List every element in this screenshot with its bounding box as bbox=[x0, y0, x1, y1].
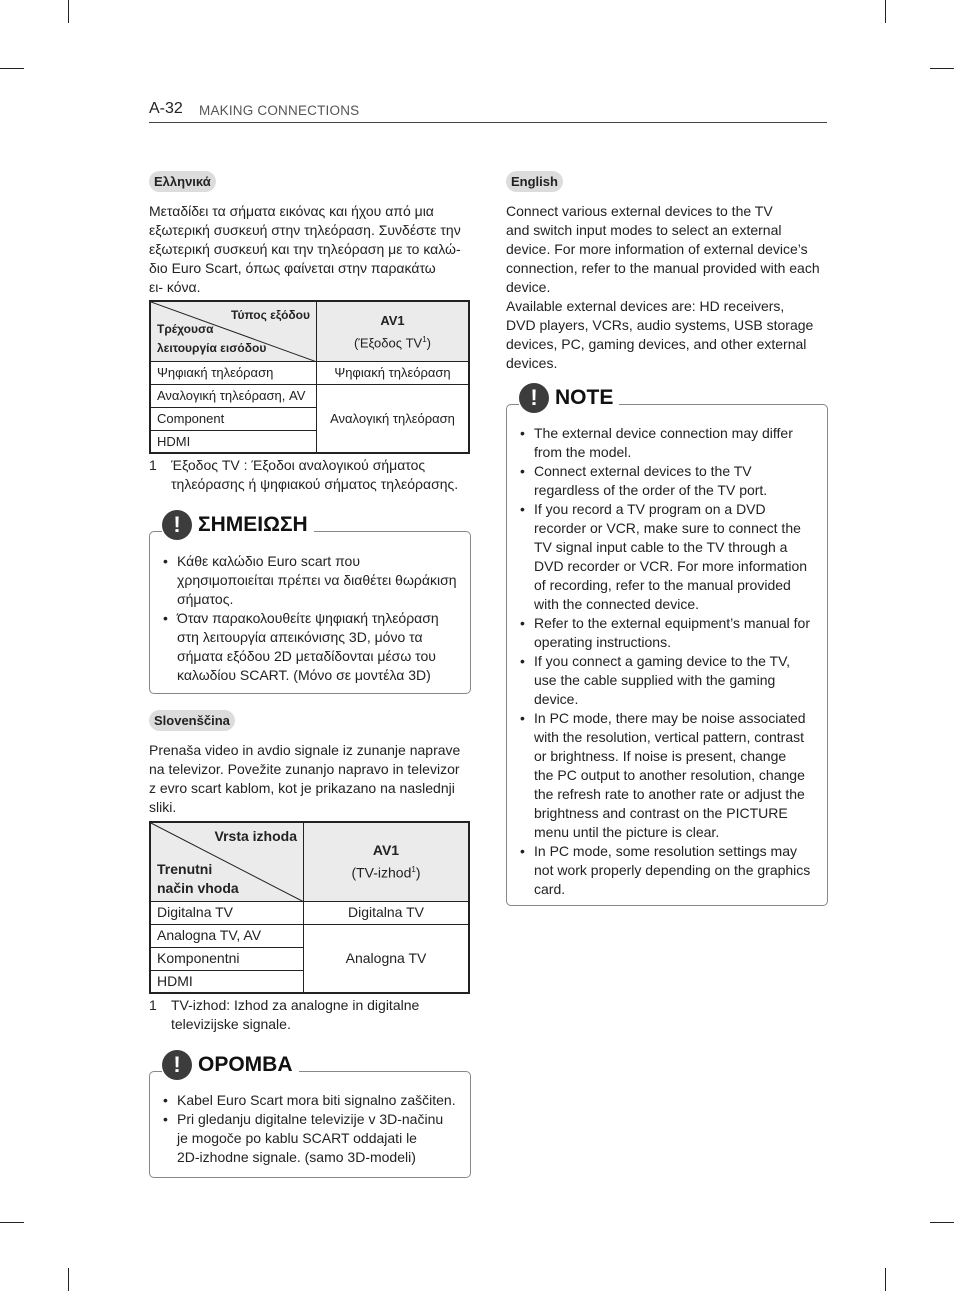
list-item bbox=[163, 1091, 463, 1110]
note-line: χρησιμοποιείται πρέπει να διαθέτει θωράκιση bbox=[177, 572, 457, 588]
crop-mark bbox=[0, 1222, 24, 1223]
intro-line: devices. bbox=[506, 355, 558, 371]
table-row-label: HDMI bbox=[150, 430, 317, 453]
note-line: the PC output to another resolution, change bbox=[534, 767, 805, 783]
av1-header bbox=[304, 822, 470, 901]
intro-line: Connect various external devices to the TV bbox=[506, 203, 773, 219]
slovene-intro bbox=[149, 741, 471, 817]
table-corner-cell bbox=[150, 822, 304, 901]
note-line: σήματος. bbox=[177, 591, 234, 607]
av1-title: AV1 bbox=[372, 841, 400, 858]
intro-line: Μεταδίδει τα σήματα εικόνας και ήχου από μια bbox=[149, 203, 434, 219]
intro-line: Prenaša video in avdio signale iz zunanje naprave bbox=[149, 742, 461, 758]
av1-sub-close: ) bbox=[415, 864, 421, 881]
note-line: menu until the picture is clear. bbox=[534, 824, 720, 840]
note-line: or brightness. If noise is present, change bbox=[534, 748, 787, 764]
footnote-line: τηλεόρασης ή ψηφιακού σήματος τηλεόρασης. bbox=[171, 476, 459, 492]
table-row-label: Digitalna TV bbox=[150, 901, 304, 924]
footnote-ref: 1 bbox=[422, 334, 427, 344]
av1-title: AV1 bbox=[380, 312, 405, 328]
table-row-label: HDMI bbox=[150, 970, 304, 993]
note-line: device. bbox=[534, 691, 579, 707]
exclamation-circle-icon: ! bbox=[519, 383, 549, 413]
table-row-label: Component bbox=[150, 407, 317, 430]
crop-mark bbox=[930, 68, 954, 69]
note-line: Κάθε καλώδιο Euro scart που bbox=[177, 553, 360, 569]
crop-mark bbox=[68, 1268, 69, 1291]
note-line: In PC mode, there may be noise associated bbox=[534, 710, 806, 726]
crop-mark bbox=[68, 0, 69, 23]
intro-line: εξωτερική συσκευή στην τηλεόραση. Συνδέστε την bbox=[149, 222, 461, 238]
section-title: MAKING CONNECTIONS bbox=[199, 103, 360, 118]
table-output-analog: Analogna TV bbox=[304, 924, 470, 993]
note-title bbox=[162, 510, 314, 540]
english-intro bbox=[506, 202, 828, 373]
note-line: with the connected device. bbox=[534, 596, 699, 612]
table-corner-cell bbox=[150, 301, 317, 361]
greek-footnote bbox=[149, 456, 471, 494]
output-type-label: Vrsta izhoda bbox=[214, 828, 297, 844]
input-mode-line: Τρέχουσα bbox=[157, 321, 214, 336]
note-line: from the model. bbox=[534, 444, 632, 460]
greek-note-box bbox=[149, 512, 471, 694]
language-tag-greek: Ελληνικά bbox=[149, 171, 216, 192]
note-heading: OPOMBA bbox=[198, 1053, 293, 1076]
list-item bbox=[163, 1110, 463, 1167]
crop-mark bbox=[885, 0, 886, 23]
note-line: the refresh rate to another rate or adjust the bbox=[534, 786, 805, 802]
input-mode-label bbox=[157, 320, 266, 358]
slovene-footnote bbox=[149, 996, 471, 1034]
note-line: Connect external devices to the TV bbox=[534, 463, 752, 479]
note-line: If you record a TV program on a DVD bbox=[534, 501, 766, 517]
greek-intro bbox=[149, 202, 471, 297]
note-line: use the cable supplied with the gaming bbox=[534, 672, 776, 688]
note-line: In PC mode, some resolution settings may bbox=[534, 843, 798, 859]
list-item bbox=[163, 609, 463, 685]
intro-line: and switch input modes to select an external bbox=[506, 222, 782, 238]
note-line: Kabel Euro Scart mora biti signalno zaščiten. bbox=[177, 1092, 456, 1108]
list-item bbox=[520, 424, 822, 462]
intro-line: εξωτερική συσκευή και την τηλεόραση με το καλώ- bbox=[149, 241, 461, 257]
english-note-box bbox=[506, 385, 828, 906]
crop-mark bbox=[885, 1268, 886, 1291]
av1-subtitle bbox=[323, 330, 462, 352]
note-line: Pri gledanju digitalne televizije v 3D-načinu bbox=[177, 1111, 444, 1127]
slovene-note-box bbox=[149, 1052, 471, 1178]
note-list bbox=[163, 552, 463, 685]
intro-line: διο Euro Scart, όπως φαίνεται στην παρακάτω bbox=[149, 260, 436, 276]
note-line: If you connect a gaming device to the TV, bbox=[534, 653, 791, 669]
note-line: recorder or VCR, make sure to connect the bbox=[534, 520, 801, 536]
table-output-digital: Ψηφιακή τηλεόραση bbox=[317, 361, 470, 384]
crop-mark bbox=[930, 1222, 954, 1223]
list-item bbox=[520, 842, 822, 899]
list-item bbox=[520, 500, 822, 614]
av1-sub-close: ) bbox=[426, 334, 431, 350]
list-item bbox=[520, 462, 822, 500]
intro-line: na televizor. Povežite zunanjo napravo in televizor bbox=[149, 761, 460, 777]
intro-line: z evro scart kablom, kot je prikazano na naslednji bbox=[149, 780, 455, 796]
intro-line: Available external devices are: HD receivers, bbox=[506, 298, 785, 314]
greek-section bbox=[149, 171, 471, 494]
english-section bbox=[506, 171, 828, 373]
list-item bbox=[163, 552, 463, 609]
table-row-label: Αναλογική τηλεόραση, AV bbox=[150, 384, 317, 407]
exclamation-circle-icon: ! bbox=[162, 510, 192, 540]
greek-connection-table bbox=[149, 300, 470, 454]
page-number: A-32 bbox=[149, 100, 183, 117]
note-line: je mogoče po kablu SCART oddajati le bbox=[177, 1130, 417, 1146]
language-tag-english: English bbox=[506, 171, 563, 192]
table-row-label: Komponentni bbox=[150, 947, 304, 970]
note-line: not work properly depending on the graphics bbox=[534, 862, 811, 878]
footnote-number: 1 bbox=[149, 457, 157, 473]
table-row-label: Analogna TV, AV bbox=[150, 924, 304, 947]
crop-mark bbox=[0, 68, 24, 69]
list-item bbox=[520, 614, 822, 652]
slovene-section bbox=[149, 710, 471, 1034]
note-line: στη λειτουργία απεικόνισης 3D, μόνο τα bbox=[177, 629, 423, 645]
av1-sub-text: (TV-izhod bbox=[351, 864, 412, 881]
footnote-number: 1 bbox=[149, 997, 157, 1013]
list-item bbox=[520, 709, 822, 842]
intro-line: devices, PC, gaming devices, and other external bbox=[506, 336, 807, 352]
list-item bbox=[520, 652, 822, 709]
note-line: TV signal input cable to the TV through a bbox=[534, 539, 788, 555]
table-row-label: Ψηφιακή τηλεόραση bbox=[150, 361, 317, 384]
note-line: σήματα εξόδου 2D μεταδίδονται μέσω του bbox=[177, 648, 436, 664]
exclamation-circle-icon: ! bbox=[162, 1050, 192, 1080]
note-line: with the resolution, vertical pattern, contrast bbox=[534, 729, 805, 745]
note-heading: ΣΗΜΕΙΩΣΗ bbox=[198, 513, 308, 536]
intro-line: ει- κόνα. bbox=[149, 279, 201, 295]
footnote-ref: 1 bbox=[411, 864, 416, 874]
footnote-line: TV-izhod: Izhod za analogne in digitalne bbox=[171, 997, 420, 1013]
intro-line: DVD players, VCRs, audio systems, USB storage bbox=[506, 317, 814, 333]
input-mode-line: način vhoda bbox=[157, 879, 239, 896]
page-header bbox=[149, 100, 827, 123]
input-mode-label bbox=[157, 860, 239, 898]
intro-line: device. For more information of external device’s bbox=[506, 241, 808, 257]
table-output-analog: Αναλογική τηλεόραση bbox=[317, 384, 470, 453]
av1-sub-text: (Έξοδος TV bbox=[354, 334, 423, 350]
input-mode-line: Trenutni bbox=[157, 860, 213, 877]
av1-header bbox=[317, 301, 470, 361]
footnote-line: televizijske signale. bbox=[171, 1016, 291, 1032]
note-line: καλωδίου SCART. (Μόνο σε μοντέλα 3D) bbox=[177, 667, 431, 683]
note-list bbox=[520, 424, 822, 899]
intro-line: connection, refer to the manual provided with each bbox=[506, 260, 820, 276]
footnote-line: Έξοδος TV : Έξοδοι αναλογικού σήματος bbox=[171, 457, 426, 473]
table-output-digital: Digitalna TV bbox=[304, 901, 470, 924]
note-line: 2D-izhodne signale. (samo 3D-modeli) bbox=[177, 1149, 416, 1165]
intro-line: device. bbox=[506, 279, 551, 295]
note-heading: NOTE bbox=[555, 386, 614, 409]
output-type-label: Τύπος εξόδου bbox=[231, 308, 310, 322]
note-line: Refer to the external equipment’s manual for bbox=[534, 615, 811, 631]
av1-subtitle bbox=[310, 860, 462, 883]
note-line: brightness and contrast on the PICTURE bbox=[534, 805, 788, 821]
note-title bbox=[162, 1050, 299, 1080]
note-title bbox=[519, 383, 619, 413]
intro-line: sliki. bbox=[149, 799, 177, 815]
note-line: DVD recorder or VCR. For more information bbox=[534, 558, 808, 574]
note-list bbox=[163, 1091, 463, 1167]
note-line: The external device connection may differ bbox=[534, 425, 793, 441]
language-tag-slovene: Slovenščina bbox=[149, 710, 235, 731]
note-line: operating instructions. bbox=[534, 634, 671, 650]
input-mode-line: λειτουργία εισόδου bbox=[157, 340, 267, 355]
note-line: of recording, refer to the manual provided bbox=[534, 577, 791, 593]
note-line: card. bbox=[534, 881, 566, 897]
note-line: Όταν παρακολουθείτε ψηφιακή τηλεόραση bbox=[177, 610, 439, 626]
slovene-connection-table bbox=[149, 821, 470, 994]
note-line: regardless of the order of the TV port. bbox=[534, 482, 768, 498]
